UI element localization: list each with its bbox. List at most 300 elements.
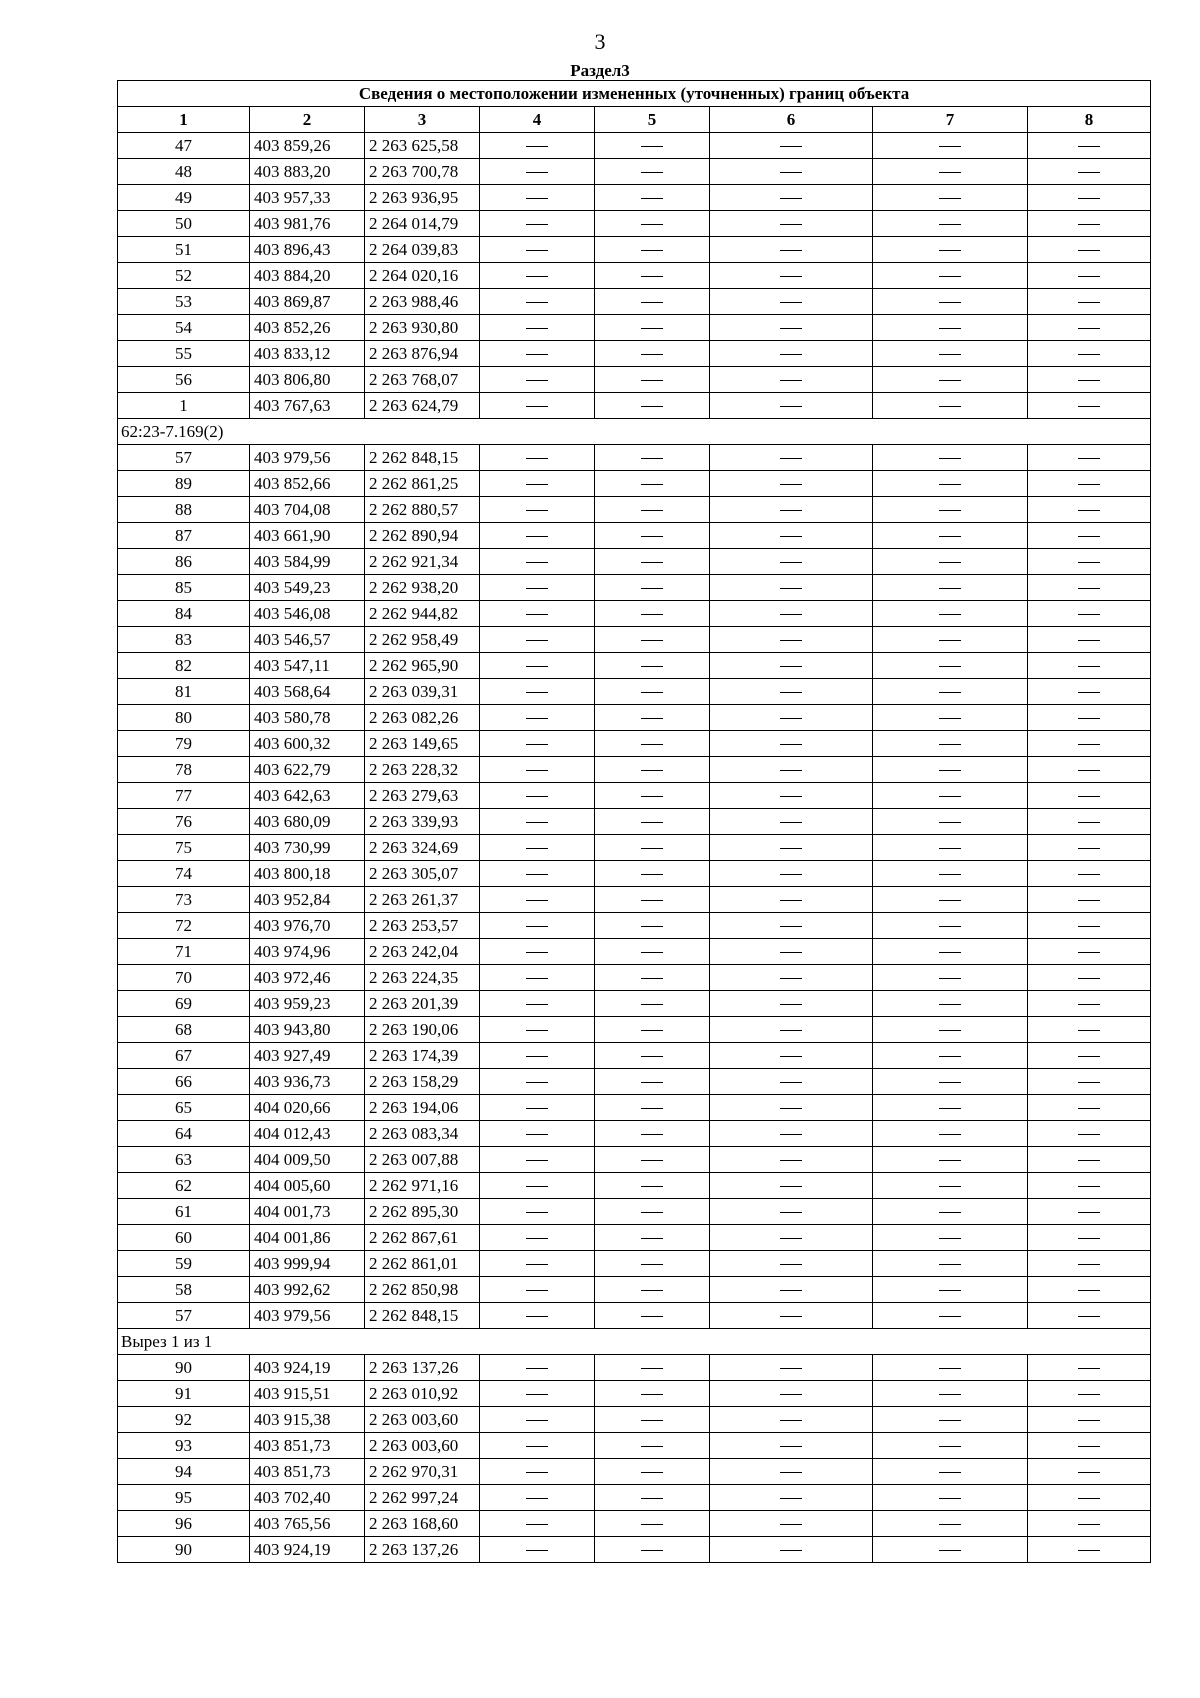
column-header: 7 <box>873 107 1028 133</box>
dash-marker <box>939 900 961 901</box>
table-body <box>118 133 1151 1563</box>
dash-marker <box>526 1498 548 1499</box>
table-row <box>118 1173 1151 1199</box>
dash-marker <box>641 1108 663 1109</box>
dash-marker <box>1078 1524 1100 1525</box>
dash-marker <box>1078 900 1100 901</box>
empty-value-cell <box>710 1043 873 1069</box>
empty-value-cell <box>595 497 710 523</box>
empty-value-cell <box>480 991 595 1017</box>
empty-value-cell <box>1028 1537 1151 1563</box>
empty-value-cell <box>873 263 1028 289</box>
point-number-cell: 69 <box>118 991 250 1017</box>
empty-value-cell <box>710 1355 873 1381</box>
empty-value-cell <box>480 341 595 367</box>
dash-marker <box>641 1056 663 1057</box>
empty-value-cell <box>710 185 873 211</box>
dash-marker <box>526 1212 548 1213</box>
empty-value-cell <box>595 887 710 913</box>
dash-marker <box>641 952 663 953</box>
empty-value-cell <box>595 757 710 783</box>
point-number-cell: 54 <box>118 315 250 341</box>
empty-value-cell <box>595 653 710 679</box>
dash-marker <box>641 1368 663 1369</box>
empty-value-cell <box>1028 861 1151 887</box>
point-number-cell: 70 <box>118 965 250 991</box>
column-header-row <box>118 107 1151 133</box>
empty-value-cell <box>710 653 873 679</box>
point-number-cell: 51 <box>118 237 250 263</box>
empty-value-cell <box>873 913 1028 939</box>
empty-value-cell <box>480 1043 595 1069</box>
empty-value-cell <box>873 1095 1028 1121</box>
empty-value-cell <box>480 627 595 653</box>
empty-value-cell <box>1028 1121 1151 1147</box>
empty-value-cell <box>480 1511 595 1537</box>
dash-marker <box>641 406 663 407</box>
dash-marker <box>526 302 548 303</box>
empty-value-cell <box>710 679 873 705</box>
dash-marker <box>526 1524 548 1525</box>
dash-marker <box>939 1082 961 1083</box>
empty-value-cell <box>480 1433 595 1459</box>
dash-marker <box>1078 822 1100 823</box>
x-coordinate-cell: 403 600,32 <box>250 731 365 757</box>
dash-marker <box>939 1472 961 1473</box>
empty-value-cell <box>1028 679 1151 705</box>
dash-marker <box>780 1004 802 1005</box>
y-coordinate-cell: 2 262 895,30 <box>365 1199 480 1225</box>
empty-value-cell <box>873 289 1028 315</box>
empty-value-cell <box>480 549 595 575</box>
table-row <box>118 497 1151 523</box>
empty-value-cell <box>480 1303 595 1329</box>
empty-value-cell <box>595 627 710 653</box>
table-row <box>118 159 1151 185</box>
empty-value-cell <box>480 835 595 861</box>
table-row <box>118 1537 1151 1563</box>
empty-value-cell <box>1028 1381 1151 1407</box>
empty-value-cell <box>595 211 710 237</box>
dash-marker <box>780 276 802 277</box>
y-coordinate-cell: 2 263 253,57 <box>365 913 480 939</box>
dash-marker <box>1078 250 1100 251</box>
dash-marker <box>1078 1238 1100 1239</box>
empty-value-cell <box>873 1121 1028 1147</box>
dash-marker <box>1078 562 1100 563</box>
point-number-cell: 86 <box>118 549 250 575</box>
dash-marker <box>939 536 961 537</box>
dash-marker <box>939 1108 961 1109</box>
empty-value-cell <box>873 1485 1028 1511</box>
x-coordinate-cell: 403 927,49 <box>250 1043 365 1069</box>
empty-value-cell <box>595 601 710 627</box>
point-number-cell: 48 <box>118 159 250 185</box>
table-row <box>118 887 1151 913</box>
dash-marker <box>939 926 961 927</box>
empty-value-cell <box>595 393 710 419</box>
y-coordinate-cell: 2 262 848,15 <box>365 1303 480 1329</box>
dash-marker <box>1078 692 1100 693</box>
dash-marker <box>780 198 802 199</box>
empty-value-cell <box>1028 393 1151 419</box>
dash-marker <box>641 1134 663 1135</box>
dash-marker <box>1078 1316 1100 1317</box>
dash-marker <box>526 640 548 641</box>
x-coordinate-cell: 403 883,20 <box>250 159 365 185</box>
empty-value-cell <box>873 1147 1028 1173</box>
point-number-cell: 77 <box>118 783 250 809</box>
group-header-row <box>118 1329 1151 1355</box>
y-coordinate-cell: 2 262 880,57 <box>365 497 480 523</box>
y-coordinate-cell: 2 262 965,90 <box>365 653 480 679</box>
x-coordinate-cell: 403 974,96 <box>250 939 365 965</box>
point-number-cell: 73 <box>118 887 250 913</box>
empty-value-cell <box>873 835 1028 861</box>
point-number-cell: 80 <box>118 705 250 731</box>
dash-marker <box>780 1394 802 1395</box>
dash-marker <box>939 1368 961 1369</box>
dash-marker <box>939 666 961 667</box>
empty-value-cell <box>595 835 710 861</box>
empty-value-cell <box>873 185 1028 211</box>
dash-marker <box>780 1446 802 1447</box>
point-number-cell: 72 <box>118 913 250 939</box>
empty-value-cell <box>710 367 873 393</box>
empty-value-cell <box>595 1095 710 1121</box>
empty-value-cell <box>480 185 595 211</box>
table-row <box>118 1069 1151 1095</box>
dash-marker <box>641 822 663 823</box>
y-coordinate-cell: 2 263 768,07 <box>365 367 480 393</box>
y-coordinate-cell: 2 263 224,35 <box>365 965 480 991</box>
y-coordinate-cell: 2 262 861,25 <box>365 471 480 497</box>
table-row <box>118 1433 1151 1459</box>
dash-marker <box>780 978 802 979</box>
y-coordinate-cell: 2 263 228,32 <box>365 757 480 783</box>
empty-value-cell <box>480 1173 595 1199</box>
empty-value-cell <box>873 1069 1028 1095</box>
empty-value-cell <box>480 783 595 809</box>
point-number-cell: 76 <box>118 809 250 835</box>
dash-marker <box>939 718 961 719</box>
x-coordinate-cell: 403 924,19 <box>250 1537 365 1563</box>
empty-value-cell <box>595 1147 710 1173</box>
dash-marker <box>641 354 663 355</box>
point-number-cell: 66 <box>118 1069 250 1095</box>
empty-value-cell <box>480 263 595 289</box>
dash-marker <box>939 1446 961 1447</box>
dash-marker <box>526 666 548 667</box>
empty-value-cell <box>595 1407 710 1433</box>
table-row <box>118 263 1151 289</box>
table-row <box>118 1303 1151 1329</box>
table-row <box>118 341 1151 367</box>
empty-value-cell <box>710 133 873 159</box>
dash-marker <box>939 484 961 485</box>
dash-marker <box>1078 276 1100 277</box>
table-row <box>118 861 1151 887</box>
dash-marker <box>780 1212 802 1213</box>
x-coordinate-cell: 403 896,43 <box>250 237 365 263</box>
dash-marker <box>780 302 802 303</box>
empty-value-cell <box>710 965 873 991</box>
empty-value-cell <box>710 991 873 1017</box>
dash-marker <box>641 198 663 199</box>
dash-marker <box>1078 406 1100 407</box>
y-coordinate-cell: 2 263 624,79 <box>365 393 480 419</box>
dash-marker <box>1078 1368 1100 1369</box>
point-number-cell: 87 <box>118 523 250 549</box>
empty-value-cell <box>873 211 1028 237</box>
table-row <box>118 705 1151 731</box>
empty-value-cell <box>595 783 710 809</box>
dash-marker <box>1078 380 1100 381</box>
dash-marker <box>780 1316 802 1317</box>
y-coordinate-cell: 2 263 137,26 <box>365 1355 480 1381</box>
empty-value-cell <box>1028 549 1151 575</box>
dash-marker <box>939 510 961 511</box>
empty-value-cell <box>1028 757 1151 783</box>
empty-value-cell <box>480 653 595 679</box>
dash-marker <box>641 1316 663 1317</box>
x-coordinate-cell: 403 767,63 <box>250 393 365 419</box>
empty-value-cell <box>873 575 1028 601</box>
empty-value-cell <box>710 913 873 939</box>
y-coordinate-cell: 2 262 921,34 <box>365 549 480 575</box>
group-label: 62:23-7.169(2) <box>118 419 1151 445</box>
empty-value-cell <box>1028 627 1151 653</box>
empty-value-cell <box>873 237 1028 263</box>
dash-marker <box>1078 328 1100 329</box>
point-number-cell: 94 <box>118 1459 250 1485</box>
empty-value-cell <box>480 679 595 705</box>
point-number-cell: 1 <box>118 393 250 419</box>
dash-marker <box>526 1030 548 1031</box>
dash-marker <box>641 1394 663 1395</box>
empty-value-cell <box>1028 1485 1151 1511</box>
empty-value-cell <box>480 1407 595 1433</box>
x-coordinate-cell: 403 806,80 <box>250 367 365 393</box>
x-coordinate-cell: 403 992,62 <box>250 1277 365 1303</box>
dash-marker <box>641 1472 663 1473</box>
dash-marker <box>526 952 548 953</box>
dash-marker <box>641 1004 663 1005</box>
empty-value-cell <box>710 1121 873 1147</box>
empty-value-cell <box>710 1511 873 1537</box>
table-row <box>118 1225 1151 1251</box>
dash-marker <box>641 1446 663 1447</box>
x-coordinate-cell: 403 915,38 <box>250 1407 365 1433</box>
dash-marker <box>939 328 961 329</box>
dash-marker <box>780 1550 802 1551</box>
empty-value-cell <box>1028 965 1151 991</box>
dash-marker <box>526 1394 548 1395</box>
table-row <box>118 809 1151 835</box>
dash-marker <box>939 1134 961 1135</box>
dash-marker <box>641 510 663 511</box>
x-coordinate-cell: 403 730,99 <box>250 835 365 861</box>
dash-marker <box>641 146 663 147</box>
dash-marker <box>641 848 663 849</box>
y-coordinate-cell: 2 264 020,16 <box>365 263 480 289</box>
dash-marker <box>780 1186 802 1187</box>
x-coordinate-cell: 403 642,63 <box>250 783 365 809</box>
dash-marker <box>939 874 961 875</box>
dash-marker <box>526 692 548 693</box>
dash-marker <box>1078 172 1100 173</box>
x-coordinate-cell: 403 936,73 <box>250 1069 365 1095</box>
point-number-cell: 64 <box>118 1121 250 1147</box>
empty-value-cell <box>873 757 1028 783</box>
y-coordinate-cell: 2 262 848,15 <box>365 445 480 471</box>
empty-value-cell <box>595 1173 710 1199</box>
y-coordinate-cell: 2 263 305,07 <box>365 861 480 887</box>
dash-marker <box>641 276 663 277</box>
y-coordinate-cell: 2 263 003,60 <box>365 1433 480 1459</box>
empty-value-cell <box>710 1199 873 1225</box>
dash-marker <box>526 1134 548 1135</box>
dash-marker <box>780 822 802 823</box>
dash-marker <box>526 198 548 199</box>
table-row <box>118 757 1151 783</box>
empty-value-cell <box>873 1381 1028 1407</box>
x-coordinate-cell: 403 680,09 <box>250 809 365 835</box>
x-coordinate-cell: 403 981,76 <box>250 211 365 237</box>
x-coordinate-cell: 403 851,73 <box>250 1433 365 1459</box>
empty-value-cell <box>480 1069 595 1095</box>
empty-value-cell <box>1028 237 1151 263</box>
x-coordinate-cell: 403 915,51 <box>250 1381 365 1407</box>
dash-marker <box>939 640 961 641</box>
empty-value-cell <box>595 549 710 575</box>
dash-marker <box>780 718 802 719</box>
dash-marker <box>939 302 961 303</box>
x-coordinate-cell: 403 568,64 <box>250 679 365 705</box>
empty-value-cell <box>480 497 595 523</box>
empty-value-cell <box>480 1225 595 1251</box>
y-coordinate-cell: 2 263 149,65 <box>365 731 480 757</box>
dash-marker <box>641 172 663 173</box>
point-number-cell: 96 <box>118 1511 250 1537</box>
point-number-cell: 68 <box>118 1017 250 1043</box>
dash-marker <box>780 250 802 251</box>
table-row <box>118 1355 1151 1381</box>
table-row <box>118 1251 1151 1277</box>
dash-marker <box>526 380 548 381</box>
empty-value-cell <box>710 627 873 653</box>
point-number-cell: 57 <box>118 1303 250 1329</box>
dash-marker <box>526 1082 548 1083</box>
dash-marker <box>780 900 802 901</box>
point-number-cell: 57 <box>118 445 250 471</box>
empty-value-cell <box>710 393 873 419</box>
dash-marker <box>939 276 961 277</box>
empty-value-cell <box>480 211 595 237</box>
dash-marker <box>1078 224 1100 225</box>
empty-value-cell <box>1028 445 1151 471</box>
empty-value-cell <box>480 523 595 549</box>
empty-value-cell <box>873 1173 1028 1199</box>
dash-marker <box>1078 718 1100 719</box>
x-coordinate-cell: 404 001,86 <box>250 1225 365 1251</box>
dash-marker <box>641 536 663 537</box>
empty-value-cell <box>595 861 710 887</box>
dash-marker <box>780 926 802 927</box>
dash-marker <box>780 406 802 407</box>
empty-value-cell <box>480 367 595 393</box>
dash-marker <box>1078 1004 1100 1005</box>
dash-marker <box>1078 1446 1100 1447</box>
point-number-cell: 60 <box>118 1225 250 1251</box>
dash-marker <box>780 1082 802 1083</box>
point-number-cell: 55 <box>118 341 250 367</box>
dash-marker <box>939 1420 961 1421</box>
dash-marker <box>1078 926 1100 927</box>
empty-value-cell <box>595 1537 710 1563</box>
dash-marker <box>780 952 802 953</box>
dash-marker <box>526 1368 548 1369</box>
y-coordinate-cell: 2 263 625,58 <box>365 133 480 159</box>
point-number-cell: 91 <box>118 1381 250 1407</box>
point-number-cell: 65 <box>118 1095 250 1121</box>
dash-marker <box>1078 1160 1100 1161</box>
y-coordinate-cell: 2 263 242,04 <box>365 939 480 965</box>
point-number-cell: 90 <box>118 1355 250 1381</box>
dash-marker <box>526 276 548 277</box>
empty-value-cell <box>1028 913 1151 939</box>
dash-marker <box>526 848 548 849</box>
empty-value-cell <box>873 861 1028 887</box>
empty-value-cell <box>595 237 710 263</box>
table-row <box>118 627 1151 653</box>
dash-marker <box>526 1472 548 1473</box>
x-coordinate-cell: 403 869,87 <box>250 289 365 315</box>
dash-marker <box>526 1186 548 1187</box>
empty-value-cell <box>480 471 595 497</box>
dash-marker <box>939 562 961 563</box>
dash-marker <box>641 874 663 875</box>
dash-marker <box>641 588 663 589</box>
empty-value-cell <box>710 1095 873 1121</box>
x-coordinate-cell: 404 001,73 <box>250 1199 365 1225</box>
dash-marker <box>1078 796 1100 797</box>
empty-value-cell <box>595 679 710 705</box>
empty-value-cell <box>480 913 595 939</box>
empty-value-cell <box>595 965 710 991</box>
y-coordinate-cell: 2 263 201,39 <box>365 991 480 1017</box>
point-number-cell: 79 <box>118 731 250 757</box>
empty-value-cell <box>1028 1303 1151 1329</box>
dash-marker <box>939 692 961 693</box>
dash-marker <box>939 1238 961 1239</box>
y-coordinate-cell: 2 263 003,60 <box>365 1407 480 1433</box>
dash-marker <box>641 1160 663 1161</box>
empty-value-cell <box>1028 1277 1151 1303</box>
empty-value-cell <box>480 887 595 913</box>
dash-marker <box>1078 1264 1100 1265</box>
dash-marker <box>780 1238 802 1239</box>
dash-marker <box>641 328 663 329</box>
y-coordinate-cell: 2 264 039,83 <box>365 237 480 263</box>
column-header: 5 <box>595 107 710 133</box>
y-coordinate-cell: 2 263 930,80 <box>365 315 480 341</box>
table-row <box>118 1511 1151 1537</box>
empty-value-cell <box>873 601 1028 627</box>
dash-marker <box>780 1472 802 1473</box>
dash-marker <box>1078 1394 1100 1395</box>
dash-marker <box>1078 1056 1100 1057</box>
